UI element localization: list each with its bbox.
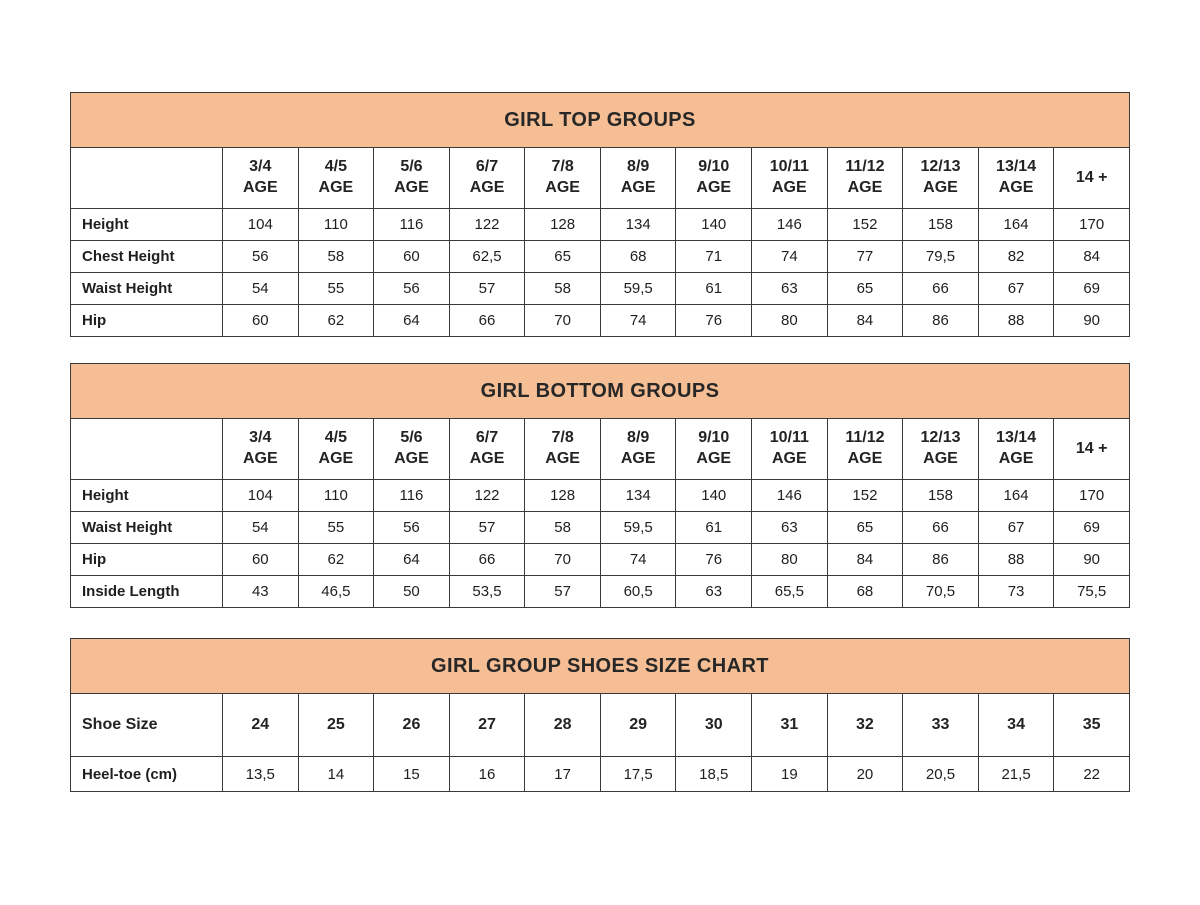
column-header-line: AGE [394, 179, 429, 196]
column-header-line: 30 [704, 715, 723, 733]
column-header-line: AGE [696, 179, 732, 196]
data-table [70, 92, 1130, 337]
header-label-cell [71, 419, 223, 480]
column-header [374, 419, 450, 480]
column-header [374, 148, 450, 209]
table-cell: 61 [676, 512, 752, 544]
column-header [374, 694, 450, 757]
row-label: Heel-toe (cm) [71, 757, 223, 792]
column-header-line: AGE [998, 450, 1034, 467]
column-header [827, 694, 903, 757]
table-cell: 57 [449, 273, 525, 305]
table-cell: 20,5 [903, 757, 979, 792]
column-header-line: AGE [620, 179, 656, 196]
column-header [600, 419, 676, 480]
table-cell: 86 [903, 544, 979, 576]
girl-bottom-groups-table [70, 363, 1130, 608]
table-cell: 67 [978, 273, 1054, 305]
table-row [71, 273, 1130, 305]
table-title: GIRL TOP GROUPS [71, 93, 1130, 148]
girl-shoes-size-table [70, 638, 1130, 792]
table-cell: 90 [1054, 305, 1130, 337]
table-row [71, 209, 1130, 241]
table-cell: 140 [676, 209, 752, 241]
table-cell: 70,5 [903, 576, 979, 608]
table-cell: 17,5 [600, 757, 676, 792]
table-cell: 21,5 [978, 757, 1054, 792]
table-cell: 104 [223, 480, 299, 512]
table-cell: 60 [223, 544, 299, 576]
table-body [71, 757, 1130, 792]
table-cell: 71 [676, 241, 752, 273]
header-row [71, 419, 1130, 480]
table-cell: 75,5 [1054, 576, 1130, 608]
column-header-line: 14 + [1075, 439, 1108, 457]
column-header [978, 419, 1054, 480]
table-cell: 62 [298, 544, 374, 576]
table-cell: 76 [676, 544, 752, 576]
title-row [71, 93, 1130, 148]
column-header-line: AGE [545, 179, 580, 196]
column-header-line: AGE [923, 450, 958, 467]
column-header-line: 4/5 [324, 158, 347, 176]
column-header-line: AGE [469, 179, 505, 196]
column-header-line: 3/4 [249, 158, 272, 176]
table-row [71, 512, 1130, 544]
title-row [71, 364, 1130, 419]
table-cell: 69 [1054, 273, 1130, 305]
column-header-line: 35 [1082, 715, 1101, 733]
table-cell: 66 [903, 273, 979, 305]
table-cell: 61 [676, 273, 752, 305]
column-header-line: 8/9 [627, 429, 650, 447]
column-header [223, 148, 299, 209]
column-header-line: 9/10 [698, 429, 730, 447]
table-cell: 116 [374, 480, 450, 512]
column-header [752, 419, 828, 480]
table-cell: 134 [600, 480, 676, 512]
table-cell: 67 [978, 512, 1054, 544]
table-cell: 58 [525, 512, 601, 544]
column-header-line: AGE [998, 179, 1034, 196]
table-cell: 66 [449, 305, 525, 337]
table-cell: 63 [752, 273, 828, 305]
table-head [71, 93, 1130, 209]
table-cell: 79,5 [903, 241, 979, 273]
data-table [70, 363, 1130, 608]
table-cell: 164 [978, 209, 1054, 241]
table-cell: 158 [903, 480, 979, 512]
column-header-line: 28 [553, 715, 572, 733]
column-header [1054, 419, 1130, 480]
table-cell: 146 [752, 480, 828, 512]
column-header-line: 5/6 [400, 429, 423, 447]
column-header-line: 33 [931, 715, 950, 733]
column-header-line: AGE [772, 450, 807, 467]
girl-top-groups-table [70, 92, 1130, 337]
table-cell: 50 [374, 576, 450, 608]
table-cell: 146 [752, 209, 828, 241]
column-header-line: 12/13 [920, 429, 961, 447]
column-header [1054, 148, 1130, 209]
table-cell: 64 [374, 544, 450, 576]
table-cell: 53,5 [449, 576, 525, 608]
table-cell: 80 [752, 544, 828, 576]
table-cell: 110 [298, 209, 374, 241]
table-title: GIRL BOTTOM GROUPS [71, 364, 1130, 419]
table-cell: 16 [449, 757, 525, 792]
table-cell: 56 [223, 241, 299, 273]
table-cell: 59,5 [600, 273, 676, 305]
table-cell: 15 [374, 757, 450, 792]
column-header-line: 13/14 [996, 158, 1037, 176]
column-header-line: 7/8 [551, 429, 574, 447]
header-label-cell [71, 148, 223, 209]
table-body [71, 209, 1130, 337]
column-header [525, 694, 601, 757]
table-cell: 55 [298, 273, 374, 305]
header-row [71, 694, 1130, 757]
table-row [71, 480, 1130, 512]
table-cell: 170 [1054, 209, 1130, 241]
table-cell: 54 [223, 512, 299, 544]
column-header [1054, 694, 1130, 757]
column-header-line: 13/14 [996, 429, 1037, 447]
column-header-line: 5/6 [400, 158, 423, 176]
column-header [449, 148, 525, 209]
data-table [70, 638, 1130, 792]
table-cell: 18,5 [676, 757, 752, 792]
table-cell: 60,5 [600, 576, 676, 608]
table-cell: 88 [978, 305, 1054, 337]
column-header [978, 694, 1054, 757]
table-cell: 65,5 [752, 576, 828, 608]
table-cell: 62 [298, 305, 374, 337]
column-header-line: AGE [923, 179, 958, 196]
column-header-line: AGE [847, 450, 883, 467]
column-header [600, 694, 676, 757]
column-header-line: 7/8 [551, 158, 574, 176]
column-header [752, 694, 828, 757]
column-header-line: AGE [318, 450, 354, 467]
table-row [71, 544, 1130, 576]
column-header-line: 9/10 [698, 158, 730, 176]
table-cell: 69 [1054, 512, 1130, 544]
table-cell: 66 [903, 512, 979, 544]
column-header-line: AGE [696, 450, 732, 467]
table-row [71, 241, 1130, 273]
table-cell: 70 [525, 544, 601, 576]
column-header-line: 6/7 [475, 429, 499, 447]
column-header [223, 419, 299, 480]
table-cell: 152 [827, 480, 903, 512]
column-header [223, 694, 299, 757]
table-cell: 76 [676, 305, 752, 337]
table-cell: 58 [298, 241, 374, 273]
table-cell: 110 [298, 480, 374, 512]
table-body [71, 480, 1130, 608]
table-cell: 128 [525, 209, 601, 241]
table-cell: 57 [449, 512, 525, 544]
table-cell: 56 [374, 273, 450, 305]
column-header-line: 26 [402, 715, 421, 733]
column-header [298, 694, 374, 757]
column-header-line: AGE [847, 179, 883, 196]
column-header [676, 694, 752, 757]
table-cell: 122 [449, 209, 525, 241]
table-cell: 158 [903, 209, 979, 241]
table-row [71, 305, 1130, 337]
column-header [903, 148, 979, 209]
table-cell: 65 [827, 512, 903, 544]
column-header-line: 27 [478, 715, 496, 733]
table-cell: 60 [223, 305, 299, 337]
table-cell: 54 [223, 273, 299, 305]
table-cell: 14 [298, 757, 374, 792]
row-label: Chest Height [71, 241, 223, 273]
table-cell: 116 [374, 209, 450, 241]
table-cell: 68 [600, 241, 676, 273]
table-cell: 19 [752, 757, 828, 792]
table-cell: 86 [903, 305, 979, 337]
table-cell: 134 [600, 209, 676, 241]
table-title: GIRL GROUP SHOES SIZE CHART [71, 639, 1130, 694]
table-cell: 74 [600, 544, 676, 576]
column-header-line: 11/12 [845, 429, 885, 447]
column-header [449, 694, 525, 757]
table-cell: 84 [1054, 241, 1130, 273]
column-header-line: AGE [469, 450, 505, 467]
table-cell: 74 [600, 305, 676, 337]
column-header-line: AGE [318, 179, 354, 196]
table-cell: 88 [978, 544, 1054, 576]
table-cell: 170 [1054, 480, 1130, 512]
row-label: Hip [71, 305, 223, 337]
table-cell: 60 [374, 241, 450, 273]
table-cell: 90 [1054, 544, 1130, 576]
row-label: Height [71, 209, 223, 241]
column-header [525, 148, 601, 209]
table-cell: 20 [827, 757, 903, 792]
table-cell: 84 [827, 305, 903, 337]
column-header-line: 14 + [1075, 168, 1108, 186]
column-header-line: 34 [1007, 715, 1025, 733]
column-header [752, 148, 828, 209]
table-cell: 82 [978, 241, 1054, 273]
table-cell: 56 [374, 512, 450, 544]
column-header-line: 25 [326, 715, 345, 733]
column-header [525, 419, 601, 480]
table-cell: 17 [525, 757, 601, 792]
column-header-line: 8/9 [627, 158, 650, 176]
table-cell: 13,5 [223, 757, 299, 792]
header-label-cell: Shoe Size [71, 694, 223, 757]
table-cell: 55 [298, 512, 374, 544]
column-header [676, 148, 752, 209]
table-cell: 122 [449, 480, 525, 512]
column-header-line: AGE [242, 179, 278, 196]
column-header [298, 419, 374, 480]
table-cell: 64 [374, 305, 450, 337]
column-header [298, 148, 374, 209]
table-cell: 59,5 [600, 512, 676, 544]
column-header-line: 24 [251, 715, 270, 733]
table-cell: 68 [827, 576, 903, 608]
table-cell: 73 [978, 576, 1054, 608]
table-cell: 80 [752, 305, 828, 337]
table-cell: 70 [525, 305, 601, 337]
table-cell: 65 [827, 273, 903, 305]
header-row [71, 148, 1130, 209]
column-header [903, 694, 979, 757]
table-cell: 104 [223, 209, 299, 241]
column-header [978, 148, 1054, 209]
column-header [600, 148, 676, 209]
table-row [71, 757, 1130, 792]
column-header-line: 4/5 [324, 429, 347, 447]
column-header-line: 11/12 [845, 158, 885, 176]
row-label: Waist Height [71, 512, 223, 544]
table-cell: 46,5 [298, 576, 374, 608]
table-cell: 58 [525, 273, 601, 305]
table-cell: 128 [525, 480, 601, 512]
row-label: Waist Height [71, 273, 223, 305]
column-header-line: AGE [772, 179, 807, 196]
column-header-line: 10/11 [769, 158, 809, 176]
table-cell: 22 [1054, 757, 1130, 792]
column-header-line: 29 [629, 715, 648, 733]
column-header-line: 31 [780, 715, 799, 733]
table-head [71, 364, 1130, 480]
column-header-line: 12/13 [920, 158, 961, 176]
table-cell: 65 [525, 241, 601, 273]
column-header-line: 10/11 [769, 429, 809, 447]
column-header [827, 419, 903, 480]
table-cell: 77 [827, 241, 903, 273]
column-header-line: 32 [856, 715, 874, 733]
table-cell: 74 [752, 241, 828, 273]
column-header-line: AGE [620, 450, 656, 467]
column-header-line: AGE [242, 450, 278, 467]
column-header [676, 419, 752, 480]
title-row [71, 639, 1130, 694]
column-header [449, 419, 525, 480]
table-cell: 63 [676, 576, 752, 608]
column-header [903, 419, 979, 480]
column-header-line: 6/7 [475, 158, 499, 176]
column-header-line: AGE [394, 450, 429, 467]
table-cell: 84 [827, 544, 903, 576]
row-label: Height [71, 480, 223, 512]
table-cell: 66 [449, 544, 525, 576]
row-label: Hip [71, 544, 223, 576]
table-cell: 164 [978, 480, 1054, 512]
row-label: Inside Length [71, 576, 223, 608]
table-cell: 43 [223, 576, 299, 608]
column-header-line: AGE [545, 450, 580, 467]
table-row [71, 576, 1130, 608]
column-header [827, 148, 903, 209]
table-cell: 62,5 [449, 241, 525, 273]
table-cell: 152 [827, 209, 903, 241]
table-cell: 140 [676, 480, 752, 512]
table-cell: 57 [525, 576, 601, 608]
table-head [71, 639, 1130, 757]
column-header-line: 3/4 [249, 429, 272, 447]
table-cell: 63 [752, 512, 828, 544]
